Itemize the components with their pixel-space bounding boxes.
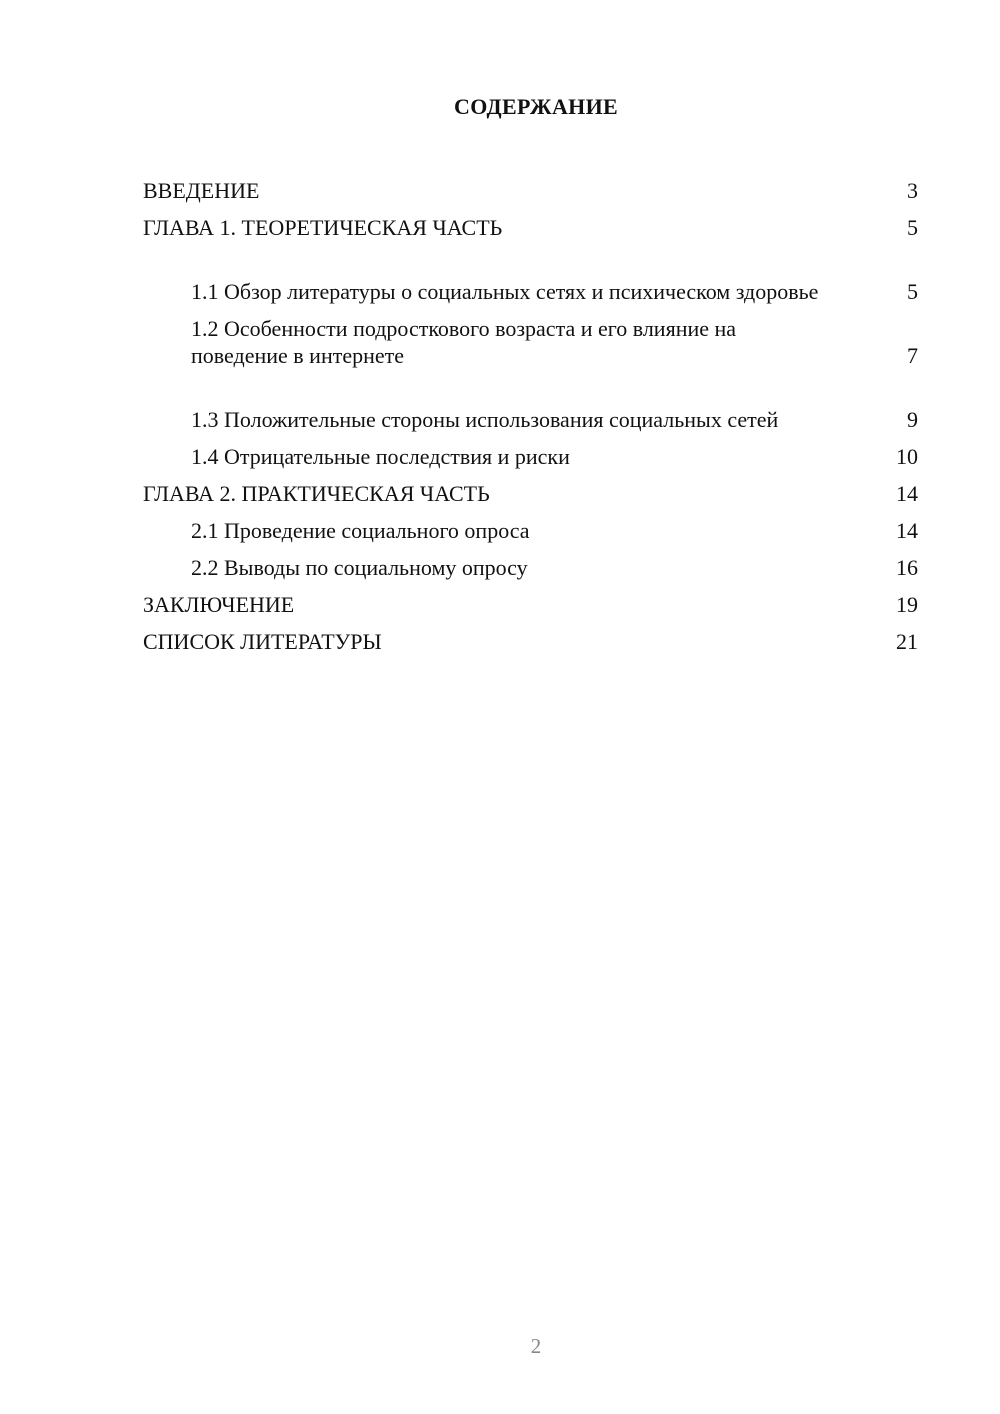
toc-entry-page: 9 [907, 407, 918, 432]
table-of-contents [143, 167, 918, 655]
toc-entry-page: 14 [896, 481, 918, 506]
toc-entry-section-2-1[interactable] [143, 507, 918, 544]
toc-entry-section-2-2[interactable] [143, 544, 918, 581]
toc-entry-label: СПИСОК ЛИТЕРАТУРЫ [143, 629, 382, 654]
toc-entry-conclusion[interactable] [143, 581, 918, 618]
toc-entry-label: 1.2 Особенности подросткового возраста и его влияние на поведение в интернете [191, 316, 737, 368]
toc-entry-page: 7 [907, 343, 918, 368]
toc-entry-bibliography[interactable] [143, 618, 918, 655]
toc-entry-page: 16 [896, 555, 918, 580]
toc-entry-label: 1.4 Отрицательные последствия и риски [191, 444, 570, 469]
toc-entry-page: 5 [907, 215, 918, 240]
toc-entry-page: 3 [907, 178, 918, 203]
page-title: СОДЕРЖАНИЕ [454, 94, 618, 119]
toc-entry-label: ГЛАВА 1. ТЕОРЕТИЧЕСКАЯ ЧАСТЬ [143, 215, 503, 240]
toc-entry-label: 1.1 Обзор литературы о социальных сетях и психическом здоровье [191, 279, 819, 304]
toc-entry-page: 5 [907, 279, 918, 304]
toc-entry-label: 1.3 Положительные стороны использования социальных сетей [191, 407, 779, 432]
toc-entry-label: 2.2 Выводы по социальному опросу [191, 555, 528, 580]
toc-entry-chapter-1[interactable] [143, 204, 918, 241]
toc-entry-label: ГЛАВА 2. ПРАКТИЧЕСКАЯ ЧАСТЬ [143, 481, 490, 506]
toc-entry-chapter-2[interactable] [143, 470, 918, 507]
toc-entry-label: ВВЕДЕНИЕ [143, 178, 260, 203]
page-number: 2 [530, 1334, 542, 1358]
toc-entry-section-1-3[interactable] [143, 369, 918, 433]
toc-entry-section-1-2[interactable] [143, 305, 918, 369]
toc-entry-section-1-4[interactable] [143, 433, 918, 470]
toc-entry-introduction[interactable] [143, 167, 918, 204]
toc-entry-label: 2.1 Проведение социального опроса [191, 518, 530, 543]
toc-entry-page: 21 [896, 629, 918, 654]
toc-entry-page: 19 [896, 592, 918, 617]
toc-entry-page: 10 [896, 444, 918, 469]
toc-entry-section-1-1[interactable] [143, 241, 918, 305]
toc-entry-label: ЗАКЛЮЧЕНИЕ [143, 592, 295, 617]
toc-entry-page: 14 [896, 518, 918, 543]
